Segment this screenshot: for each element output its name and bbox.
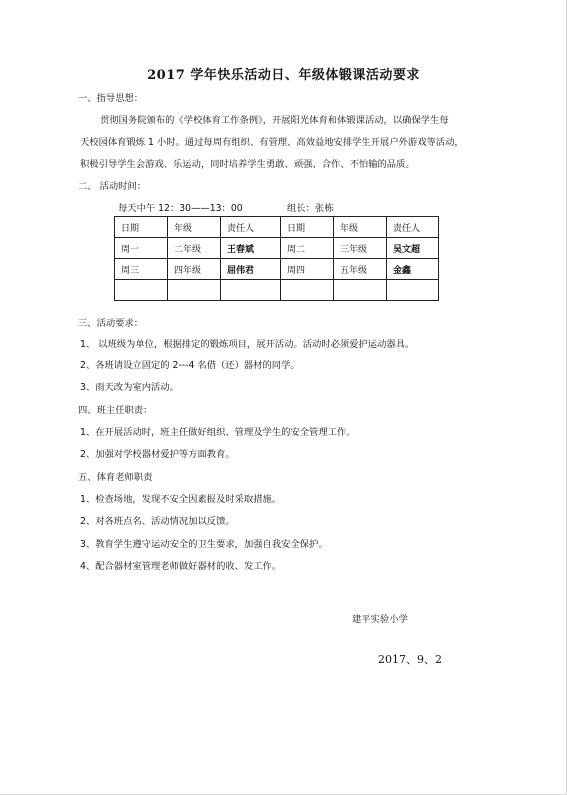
table-cell: 日期 [281,217,334,238]
paragraph-line: 贯彻国务院颁布的《学校体育工作条例》，开展阳光体育和体锻课活动，以确保学生每 [100,115,449,126]
table-cell: 周三 [115,259,168,280]
table-cell: 周二 [281,238,334,259]
table-cell: 金鑫 [387,259,439,280]
section-heading: 四、班主任职责： [78,405,153,416]
list-item: 1、检查场地，发现不安全因素报及时采取措施。 [80,494,282,505]
table-cell [387,280,439,301]
section-heading: 五、体育老师职责 [78,472,153,483]
document-date: 2017、9、2 [378,653,442,666]
table-cell: 周一 [115,238,168,259]
table-cell: 年级 [168,217,221,238]
table-cell: 周四 [281,259,334,280]
table-cell: 年级 [334,217,387,238]
paragraph-line: 积极引导学生会游戏、乐运动，同时培养学生勇敢、顽强、合作、不怕输的品质。 [80,159,415,170]
school-signature: 建平实验小学 [352,614,408,625]
activity-time: 每天中午 12：30——13：00 [118,203,243,214]
document-title: 2017 学年快乐活动日、年级体锻课活动要求 [147,68,420,83]
table-cell [334,280,387,301]
table-cell [281,280,334,301]
table-cell [115,280,168,301]
table-cell: 四年级 [168,259,221,280]
table-cell: 责任人 [221,217,281,238]
section-heading: 一、指导思想： [78,93,144,104]
table-cell: 王春斌 [221,238,281,259]
table-row [115,259,439,280]
list-item: 3、雨天改为室内活动。 [80,382,179,393]
table-cell: 屈伟君 [221,259,281,280]
list-item: 3、教育学生遵守运动安全的卫生要求，加强自我安全保护。 [80,539,328,550]
table-row [115,238,439,259]
table-cell: 日期 [115,217,168,238]
paragraph-line: 天校园体育锻炼 1 小时。通过每周有组织、有管理、高效益地安排学生开展户外游戏等活动， [80,137,464,148]
table-cell: 二年级 [168,238,221,259]
duty-table [114,216,439,301]
section-heading: 二、 活动时间： [78,181,147,192]
list-item: 2、各班请设立固定的 2---4 名借（还）器材的同学。 [80,360,300,371]
table-cell: 责任人 [387,217,439,238]
table-row [115,280,439,301]
list-item: 4、配合器材室管理老师做好器材的收、发工作。 [80,561,282,572]
group-leader: 组长：张栋 [287,203,334,214]
table-row [115,217,439,238]
list-item: 2、对各班点名、活动情况加以反馈。 [80,516,235,527]
list-item: 2、加强对学校器材爱护等方面教育。 [80,449,235,460]
table-cell [221,280,281,301]
table-cell: 三年级 [334,238,387,259]
table-cell: 五年级 [334,259,387,280]
list-item: 1、 以班级为单位，根据排定的锻炼项目，展开活动。活动时必须爱护运动器具。 [80,339,415,350]
table-cell [168,280,221,301]
list-item: 1、在开展活动时，班主任做好组织、管理及学生的安全管理工作。 [80,427,356,438]
section-heading: 三、活动要求： [78,318,144,329]
table-cell: 吴文超 [387,238,439,259]
